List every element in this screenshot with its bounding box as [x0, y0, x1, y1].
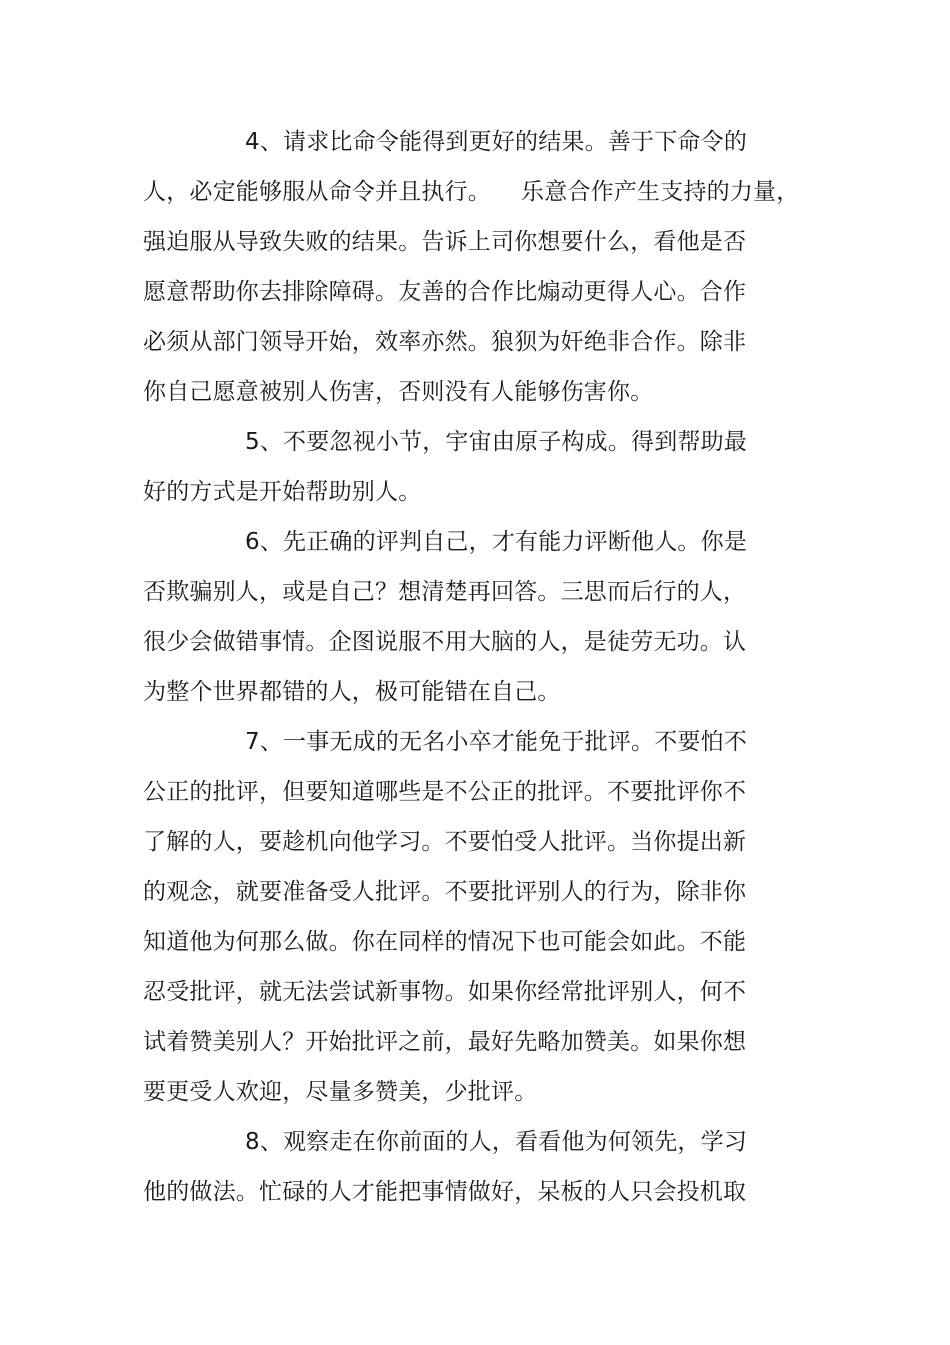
text-line: 他的做法。忙碌的人才能把事情做好，呆板的人只会投机取	[143, 1179, 747, 1205]
text-line: 5、不要忽视小节，宇宙由原子构成。得到帮助最	[245, 429, 748, 455]
text-line: 要更受人欢迎，尽量多赞美，少批评。	[143, 1079, 538, 1105]
text-line: 很少会做错事情。企图说服不用大脑的人，是徒劳无功。认	[143, 629, 747, 655]
text-line: 的观念，就要准备受人批评。不要批评别人的行为，除非你	[143, 879, 747, 905]
text-line: 必须从部门领导开始，效率亦然。狼狈为奸绝非合作。除非	[143, 329, 747, 355]
text-line: 试着赞美别人？开始批评之前，最好先略加赞美。如果你想	[143, 1029, 747, 1055]
text-line: 知道他为何那么做。你在同样的情况下也可能会如此。不能	[143, 929, 747, 955]
text-line: 忍受批评，就无法尝试新事物。如果你经常批评别人，何不	[143, 979, 747, 1005]
text-line: 好的方式是开始帮助别人。	[143, 479, 422, 505]
text-line: 强迫服从导致失败的结果。告诉上司你想要什么，看他是否	[143, 229, 747, 255]
text-line: 你自己愿意被别人伤害，否则没有人能够伤害你。	[143, 379, 654, 405]
text-line: 4、请求比命令能得到更好的结果。善于下命令的	[245, 129, 748, 155]
text-line: 人，必定能够服从命令并且执行。 乐意合作产生支持的力量，	[143, 179, 800, 205]
text-line: 公正的批评，但要知道哪些是不公正的批评。不要批评你不	[143, 779, 747, 805]
text-line: 愿意帮助你去排除障碍。友善的合作比煽动更得人心。合作	[143, 279, 747, 305]
text-line: 为整个世界都错的人，极可能错在自己。	[143, 679, 561, 705]
text-line: 了解的人，要趁机向他学习。不要怕受人批评。当你提出新	[143, 829, 747, 855]
text-line: 8、观察走在你前面的人，看看他为何领先，学习	[245, 1129, 748, 1155]
text-line: 7、一事无成的无名小卒才能免于批评。不要怕不	[245, 729, 748, 755]
text-line: 6、先正确的评判自己，才有能力评断他人。你是	[245, 529, 748, 555]
text-line: 否欺骗别人，或是自己？想清楚再回答。三思而后行的人，	[143, 579, 747, 605]
